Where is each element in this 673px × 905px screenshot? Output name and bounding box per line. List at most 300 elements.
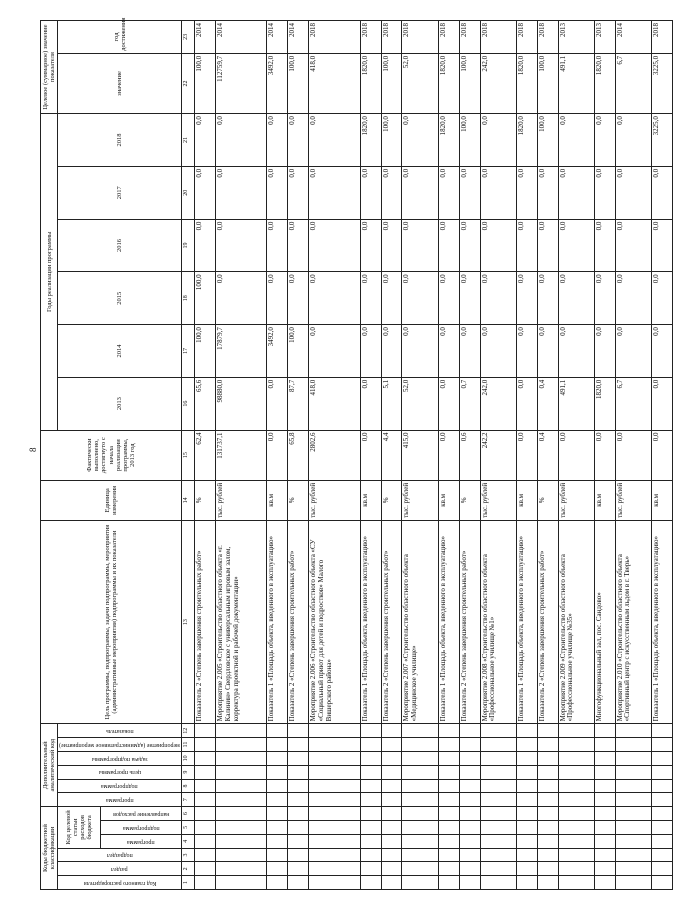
code-cell xyxy=(309,724,360,738)
code-cell xyxy=(594,876,615,890)
goal-header: Цель программы, подпрограммы, задачи подпрограммы, мероприятия (административные мероприятия) подпрограммы и их показатели xyxy=(41,520,182,723)
code-cell xyxy=(360,751,381,765)
code-cell xyxy=(195,821,216,835)
year-value-cell: 0,0 xyxy=(459,325,480,378)
year-value-cell: 0,0 xyxy=(459,272,480,325)
year-value-cell: 491,1 xyxy=(558,377,594,430)
unit-cell: кв.м xyxy=(516,480,537,520)
year-value-cell: 0,0 xyxy=(594,114,615,167)
code-cell xyxy=(195,724,216,738)
year-value-cell: 6,7 xyxy=(615,377,651,430)
code-cell xyxy=(594,738,615,752)
column-index-cell: 3 xyxy=(182,848,195,862)
year-value-cell: 0,0 xyxy=(438,377,459,430)
year-value-cell: 242,0 xyxy=(480,377,516,430)
code-cell xyxy=(615,876,651,890)
code-cell xyxy=(402,751,438,765)
code-cell xyxy=(438,765,459,779)
code-cell xyxy=(537,765,558,779)
code-cell xyxy=(438,724,459,738)
target-value-cell: 3492,0 xyxy=(267,53,288,113)
year-value-cell: 0,0 xyxy=(594,272,615,325)
code-cell xyxy=(267,876,288,890)
table-row xyxy=(267,21,288,890)
table-row xyxy=(615,21,651,890)
goal-text-cell: Показатель 2 «Степень завершения строительных работ» xyxy=(459,520,480,723)
year-value-cell: 17879,7 xyxy=(216,325,267,378)
column-index-cell: 2 xyxy=(182,862,195,876)
goal-text-cell: Мероприятие 2.005 «Строительство областного объекта «г. Калинин» Свердловское с универсальным игровым залом, корректура проектной и рабочей документации» xyxy=(216,520,267,723)
code-cell xyxy=(402,848,438,862)
code-cell xyxy=(516,862,537,876)
table-row xyxy=(516,21,537,890)
code-cell xyxy=(216,848,267,862)
target-value-cell: 242,0 xyxy=(480,53,516,113)
year-value-cell: 0,0 xyxy=(402,166,438,219)
spent-cell: 0,6 xyxy=(459,430,480,480)
year-value-cell: 0,0 xyxy=(402,325,438,378)
year-value-cell: 0,0 xyxy=(594,166,615,219)
code-cell xyxy=(537,738,558,752)
code-cell xyxy=(651,807,672,821)
spent-cell: 0,0 xyxy=(651,430,672,480)
code-cell xyxy=(195,862,216,876)
year-value-cell: 0,0 xyxy=(537,166,558,219)
code-cell xyxy=(216,862,267,876)
year-value-cell: 0,0 xyxy=(438,272,459,325)
page-number: 8 xyxy=(28,447,38,452)
code-cell xyxy=(459,834,480,848)
year-value-cell: 87,7 xyxy=(288,377,309,430)
unit-cell: тыс. рублей xyxy=(216,480,267,520)
target-year-cell: 2018 xyxy=(309,21,360,54)
code-cell xyxy=(558,793,594,807)
year-value-cell: 0,0 xyxy=(558,114,594,167)
year-value-cell: 52,0 xyxy=(402,377,438,430)
year-value-cell: 0,0 xyxy=(288,219,309,272)
code-cell xyxy=(309,834,360,848)
spent-cell: 0,0 xyxy=(594,430,615,480)
year-value-cell: 0,0 xyxy=(651,272,672,325)
code-cell xyxy=(267,793,288,807)
code-cell xyxy=(309,738,360,752)
code-cell xyxy=(615,807,651,821)
unit-header: Единица измерения xyxy=(41,480,182,520)
code-cell xyxy=(480,751,516,765)
code-cell xyxy=(651,779,672,793)
target-value-cell: 100,0 xyxy=(537,53,558,113)
code-cell xyxy=(267,751,288,765)
table-row xyxy=(537,21,558,890)
target-value-cell: 100,0 xyxy=(195,53,216,113)
code-cell xyxy=(459,821,480,835)
code-cell xyxy=(594,779,615,793)
spent-cell: 0,4 xyxy=(537,430,558,480)
code-cell xyxy=(516,834,537,848)
table-row xyxy=(480,21,516,890)
code-cell xyxy=(288,821,309,835)
year-header-2014: 2014 xyxy=(58,325,182,378)
code-cell xyxy=(594,834,615,848)
code-cell xyxy=(195,779,216,793)
target-value-cell: 3225,0 xyxy=(651,53,672,113)
code-cell xyxy=(309,848,360,862)
years-group-header: Годы реализации программы xyxy=(41,114,58,430)
code-cell xyxy=(195,751,216,765)
sub-col-2: цель программы xyxy=(98,769,141,776)
year-value-cell: 0,0 xyxy=(480,114,516,167)
code-cell xyxy=(558,848,594,862)
code-cell xyxy=(438,862,459,876)
unit-cell: % xyxy=(381,480,402,520)
code-cell xyxy=(309,751,360,765)
code-cell xyxy=(360,765,381,779)
code-cell xyxy=(615,793,651,807)
column-index-cell: 16 xyxy=(182,377,195,430)
code-cell xyxy=(309,793,360,807)
year-value-cell: 0,0 xyxy=(216,219,267,272)
year-value-cell: 0,0 xyxy=(516,377,537,430)
header-row-1 xyxy=(41,21,58,890)
code-cell xyxy=(438,793,459,807)
target-year-cell: 2013 xyxy=(594,21,615,54)
year-value-cell: 0,0 xyxy=(402,114,438,167)
target-value-cell: 100,0 xyxy=(459,53,480,113)
code-cell xyxy=(402,876,438,890)
code-cell xyxy=(216,834,267,848)
target-value-cell: 112759,7 xyxy=(216,53,267,113)
year-value-cell: 0,0 xyxy=(480,219,516,272)
target-year-cell: 2018 xyxy=(537,21,558,54)
year-value-cell: 0,7 xyxy=(459,377,480,430)
glavny-header: Код главного распорядителя xyxy=(83,879,156,886)
code-cell xyxy=(438,738,459,752)
code-cell xyxy=(516,821,537,835)
code-cell xyxy=(216,738,267,752)
year-value-cell: 0,0 xyxy=(288,114,309,167)
code-cell xyxy=(516,724,537,738)
code-cell xyxy=(537,834,558,848)
unit-cell: тыс. рублей xyxy=(309,480,360,520)
code-cell xyxy=(537,862,558,876)
target-year-cell: 2018 xyxy=(381,21,402,54)
table-row xyxy=(651,21,672,890)
code-cell xyxy=(537,724,558,738)
code-cell xyxy=(288,848,309,862)
spent-cell: 0,0 xyxy=(516,430,537,480)
code-cell xyxy=(438,779,459,793)
code-cell xyxy=(267,862,288,876)
spent-cell: 62,4 xyxy=(195,430,216,480)
target-value-cell: 418,0 xyxy=(309,53,360,113)
unit-cell: тыс. рублей xyxy=(402,480,438,520)
year-value-cell: 0,0 xyxy=(309,114,360,167)
year-value-cell: 0,0 xyxy=(537,272,558,325)
table-row xyxy=(288,21,309,890)
year-value-cell: 98880,0 xyxy=(216,377,267,430)
year-value-cell: 0,0 xyxy=(438,325,459,378)
year-value-cell: 0,0 xyxy=(309,325,360,378)
code-cell xyxy=(558,876,594,890)
code-cell xyxy=(516,738,537,752)
column-index-cell: 21 xyxy=(182,114,195,167)
code-cell xyxy=(381,848,402,862)
code-cell xyxy=(195,807,216,821)
rotated-table-wrapper xyxy=(40,17,660,890)
goal-text-cell: Показатель 2 «Степень завершения строительных работ» xyxy=(381,520,402,723)
code-cell xyxy=(459,876,480,890)
column-index-cell: 17 xyxy=(182,325,195,378)
target-year-cell: 2018 xyxy=(459,21,480,54)
code-cell xyxy=(615,724,651,738)
code-cell xyxy=(288,751,309,765)
code-cell xyxy=(651,724,672,738)
year-value-cell: 0,0 xyxy=(459,219,480,272)
code-cell xyxy=(459,751,480,765)
year-value-cell: 65,6 xyxy=(195,377,216,430)
target-year-cell: 2018 xyxy=(402,21,438,54)
code-cell xyxy=(651,821,672,835)
code-cell xyxy=(438,751,459,765)
year-value-cell: 1820,0 xyxy=(438,114,459,167)
code-cell xyxy=(216,724,267,738)
code-cell xyxy=(360,821,381,835)
unit-cell: % xyxy=(537,480,558,520)
goal-text-cell: Мероприятие 2.009 «Строительство областного объекта «Профессиональное училище №35» xyxy=(558,520,594,723)
code-cell xyxy=(480,807,516,821)
table-row xyxy=(309,21,360,890)
code-cell xyxy=(516,793,537,807)
unit-cell: кв.м xyxy=(651,480,672,520)
year-value-cell: 0,0 xyxy=(360,272,381,325)
code-cell xyxy=(459,862,480,876)
year-value-cell: 418,0 xyxy=(309,377,360,430)
column-index-cell: 1 xyxy=(182,876,195,890)
code-cell xyxy=(651,751,672,765)
goal-text-cell: Мероприятие 2.010 «Строительство областного объекта «Спортивный центр с искусственным льдом в г. Тверь» xyxy=(615,520,651,723)
year-value-cell: 0,0 xyxy=(438,219,459,272)
code-cell xyxy=(537,848,558,862)
code-cell xyxy=(195,848,216,862)
target-value-cell: 6,7 xyxy=(615,53,651,113)
code-cell xyxy=(459,807,480,821)
code-cell xyxy=(594,862,615,876)
code-cell xyxy=(651,765,672,779)
code-cell xyxy=(288,793,309,807)
code-cell xyxy=(195,876,216,890)
code-cell xyxy=(651,738,672,752)
code-cell xyxy=(360,793,381,807)
code-cell xyxy=(516,751,537,765)
code-cell xyxy=(267,765,288,779)
goal-text-cell: Показатель 2 «Степень завершения строительных работ» xyxy=(195,520,216,723)
spent-cell: 0,0 xyxy=(360,430,381,480)
spent-cell: 0,0 xyxy=(615,430,651,480)
target-year-cell: 2018 xyxy=(480,21,516,54)
year-value-cell: 0,0 xyxy=(216,166,267,219)
column-index-cell: 8 xyxy=(182,779,195,793)
code-cell xyxy=(537,821,558,835)
year-value-cell: 0,0 xyxy=(537,219,558,272)
target-year-cell: 2013 xyxy=(558,21,594,54)
year-value-cell: 0,0 xyxy=(288,166,309,219)
year-value-cell: 0,0 xyxy=(216,272,267,325)
year-value-cell: 100,0 xyxy=(288,325,309,378)
column-index-cell: 22 xyxy=(182,53,195,113)
code-cell xyxy=(288,807,309,821)
column-index-cell: 19 xyxy=(182,219,195,272)
target-value-cell: 100,0 xyxy=(381,53,402,113)
column-index-cell: 5 xyxy=(182,821,195,835)
code-cell xyxy=(360,848,381,862)
year-value-cell: 0,0 xyxy=(615,114,651,167)
target-value-header: значение xyxy=(58,53,182,113)
code-cell xyxy=(594,848,615,862)
code-cell xyxy=(459,765,480,779)
code-cell xyxy=(381,821,402,835)
year-value-cell: 0,0 xyxy=(360,325,381,378)
code-cell xyxy=(402,779,438,793)
unit-cell: тыс. рублей xyxy=(615,480,651,520)
code-cell xyxy=(288,876,309,890)
year-value-cell: 0,0 xyxy=(267,219,288,272)
target-year-cell: 2018 xyxy=(438,21,459,54)
year-value-cell: 0,0 xyxy=(615,272,651,325)
code-cell xyxy=(480,862,516,876)
unit-cell: % xyxy=(195,480,216,520)
napravlenie-header: направление расходов xyxy=(113,810,170,817)
year-value-cell: 0,0 xyxy=(651,377,672,430)
code-cell xyxy=(216,779,267,793)
code-cell xyxy=(480,848,516,862)
target-year-cell: 2014 xyxy=(216,21,267,54)
year-value-cell: 0,0 xyxy=(402,272,438,325)
code-cell xyxy=(651,834,672,848)
sub-col-4: мероприятие (административное мероприятие) xyxy=(59,741,181,748)
code-cell xyxy=(516,876,537,890)
code-cell xyxy=(480,765,516,779)
year-value-cell: 0,0 xyxy=(516,272,537,325)
target-value-cell: 100,0 xyxy=(288,53,309,113)
target-year-cell: 2014 xyxy=(615,21,651,54)
unit-cell: кв.м xyxy=(360,480,381,520)
code-cell xyxy=(558,724,594,738)
column-index-cell: 15 xyxy=(182,430,195,480)
year-value-cell: 1820,0 xyxy=(594,377,615,430)
code-cell xyxy=(480,793,516,807)
spent-cell: 2802,6 xyxy=(309,430,360,480)
year-value-cell: 0,0 xyxy=(309,219,360,272)
code-cell xyxy=(381,765,402,779)
year-value-cell: 0,0 xyxy=(615,219,651,272)
table-row xyxy=(216,21,267,890)
code-cell xyxy=(360,834,381,848)
program-table xyxy=(40,17,673,890)
year-value-cell: 0,0 xyxy=(651,325,672,378)
year-header-2016: 2016 xyxy=(58,219,182,272)
code-cell xyxy=(615,848,651,862)
code-cell xyxy=(558,751,594,765)
sub-col-3: задача подпрограммы xyxy=(91,755,148,762)
code-cell xyxy=(288,834,309,848)
code-cell xyxy=(216,807,267,821)
code-cell xyxy=(438,821,459,835)
code-cell xyxy=(402,862,438,876)
target-value-cell: 52,0 xyxy=(402,53,438,113)
code-cell xyxy=(615,751,651,765)
code-cell xyxy=(267,834,288,848)
sub-col-0: программа xyxy=(105,797,134,804)
budget-codes-header: Коды бюджетной классификации xyxy=(41,807,58,890)
goal-text-cell: Показатель 1 «Площадь объекта, введенного в эксплуатацию» xyxy=(651,520,672,723)
code-cell xyxy=(651,793,672,807)
code-cell xyxy=(537,793,558,807)
year-value-cell: 0,0 xyxy=(480,272,516,325)
code-cell xyxy=(651,848,672,862)
year-header-2013: 2013 xyxy=(58,377,182,430)
target-year-cell: 2014 xyxy=(195,21,216,54)
year-value-cell: 100,0 xyxy=(537,114,558,167)
year-value-cell: 0,0 xyxy=(651,219,672,272)
sub-col-1: подпрограмма xyxy=(101,783,139,790)
year-value-cell: 0,0 xyxy=(288,272,309,325)
code-cell xyxy=(480,724,516,738)
column-index-cell: 10 xyxy=(182,751,195,765)
code-cell xyxy=(594,724,615,738)
code-cell xyxy=(594,807,615,821)
year-value-cell: 0,0 xyxy=(195,166,216,219)
target-value-cell: 1820,0 xyxy=(594,53,615,113)
goal-text-cell: Многофункциональный зал, пос. Сандово» xyxy=(594,520,615,723)
code-cell xyxy=(195,793,216,807)
year-value-cell: 0,0 xyxy=(216,114,267,167)
podrazdel-header: подраздел xyxy=(106,852,133,859)
year-value-cell: 0,0 xyxy=(267,377,288,430)
year-value-cell: 0,0 xyxy=(381,166,402,219)
code-cell xyxy=(309,821,360,835)
year-value-cell: 0,0 xyxy=(651,166,672,219)
code-cell xyxy=(216,751,267,765)
code-cell xyxy=(267,738,288,752)
code-cell xyxy=(558,834,594,848)
code-cell xyxy=(402,724,438,738)
code-cell xyxy=(288,738,309,752)
code-cell xyxy=(459,779,480,793)
year-value-cell: 100,0 xyxy=(381,114,402,167)
spent-header: Фактически выполнено, достигнуто с начала реализации программы, 2013 год xyxy=(41,430,182,480)
year-value-cell: 0,0 xyxy=(381,325,402,378)
code-cell xyxy=(360,724,381,738)
column-index-cell: 12 xyxy=(182,724,195,738)
code-cell xyxy=(216,876,267,890)
year-value-cell: 0,0 xyxy=(195,219,216,272)
code-cell xyxy=(594,751,615,765)
spent-cell: 415,0 xyxy=(402,430,438,480)
code-cell xyxy=(360,807,381,821)
year-value-cell: 0,0 xyxy=(558,166,594,219)
code-cell xyxy=(309,862,360,876)
code-cell xyxy=(615,738,651,752)
year-value-cell: 0,0 xyxy=(459,166,480,219)
code-cell xyxy=(381,834,402,848)
code-cell xyxy=(381,876,402,890)
spent-cell: 4,4 xyxy=(381,430,402,480)
code-cell xyxy=(480,738,516,752)
code-cell xyxy=(480,779,516,793)
column-index-cell: 4 xyxy=(182,834,195,848)
goal-text-cell: Показатель 1 «Площадь объекта, введенного в эксплуатацию» xyxy=(438,520,459,723)
code-cell xyxy=(480,821,516,835)
